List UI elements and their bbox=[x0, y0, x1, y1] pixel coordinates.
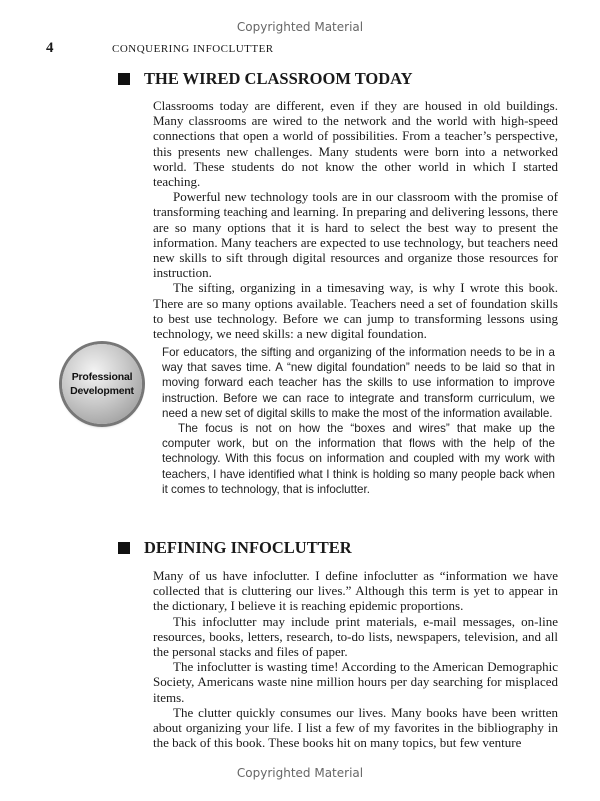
section-heading-text: THE WIRED CLASSROOM TODAY bbox=[144, 69, 413, 88]
paragraph: The sifting, organizing in a timesaving way, is why I wrote this book. There are so many options available. Teachers need a set of foundation skills to best use technology. Before we can jump to transforming lessons using technology, we need skills: a new digital foundation. bbox=[153, 280, 558, 342]
professional-development-badge-icon bbox=[62, 344, 142, 424]
square-bullet-icon bbox=[118, 73, 130, 85]
copyright-watermark-top: Copyrighted Material bbox=[236, 20, 364, 34]
badge-line-2: Development bbox=[70, 385, 134, 397]
sidebar-paragraph: For educators, the sifting and organizing of the information needs to be in a way that saves time. A “new digital foundation” needs to be laid so that in moving forward each teacher has the skills to use information to improve instruction. Before we can race to integrate and transform curriculum, we need a new set of digital skills to make the most of the information available. bbox=[162, 346, 555, 420]
copyright-watermark-bottom: Copyrighted Material bbox=[236, 766, 364, 780]
paragraph: Classrooms today are different, even if they are housed in old buildings. Many classrooms are wired to the network and the world with high-speed connections that open a world of possibilities. From a teacher’s perspective, this presents new challenges. Many students were born into a networked world. These students do not know the other world in which I started teaching. bbox=[153, 98, 558, 190]
professional-development-sidebar bbox=[162, 345, 555, 497]
section-body-wired-classroom bbox=[153, 98, 558, 341]
paragraph: Many of us have infoclutter. I define infoclutter as “information we have collected that is cluttering our lives.” Although this term is yet to appear in the dictionary, I believe it is reaching epidemic proportions. bbox=[153, 568, 558, 614]
square-bullet-icon bbox=[118, 542, 130, 554]
page-number: 4 bbox=[46, 40, 54, 56]
paragraph: This infoclutter may include print materials, e-mail messages, on-line resources, books, letters, research, to-do lists, newspapers, television, and all the personal stacks and files of paper. bbox=[153, 613, 558, 660]
sidebar-paragraph: The focus is not on how the “boxes and wires” that make up the computer work, but on the information that flows with the help of the technology. With this focus on information and coupled with my work with teachers, I have identified what I think is holding so many people back when it comes to technology, that is infoclutter. bbox=[162, 422, 555, 496]
section-body-defining-infoclutter bbox=[153, 568, 558, 750]
paragraph: The clutter quickly consumes our lives. Many books have been written about organizing your life. I list a few of my favorites in the bibliography in the back of this book. These books hit on many topics, but few venture bbox=[153, 704, 558, 751]
section-heading-wired-classroom bbox=[118, 68, 413, 90]
paragraph: Powerful new technology tools are in our classroom with the promise of transforming teaching and learning. In preparing and delivering lessons, there are so many options that it is hard to select the best way to present the information. Many teachers are expected to use technology, but teachers need new skills to sift through digital resources and organize those resources for instruction. bbox=[153, 189, 558, 281]
section-heading-text: DEFINING INFOCLUTTER bbox=[144, 538, 352, 557]
running-head bbox=[46, 42, 566, 60]
paragraph: The infoclutter is wasting time! According to the American Demographic Society, Americans waste nine million hours per day searching for misplaced items. bbox=[153, 659, 558, 705]
running-head-title: CONQUERING INFOCLUTTER bbox=[112, 43, 274, 55]
badge-line-1: Professional bbox=[71, 371, 133, 383]
section-heading-defining-infoclutter bbox=[118, 537, 352, 559]
